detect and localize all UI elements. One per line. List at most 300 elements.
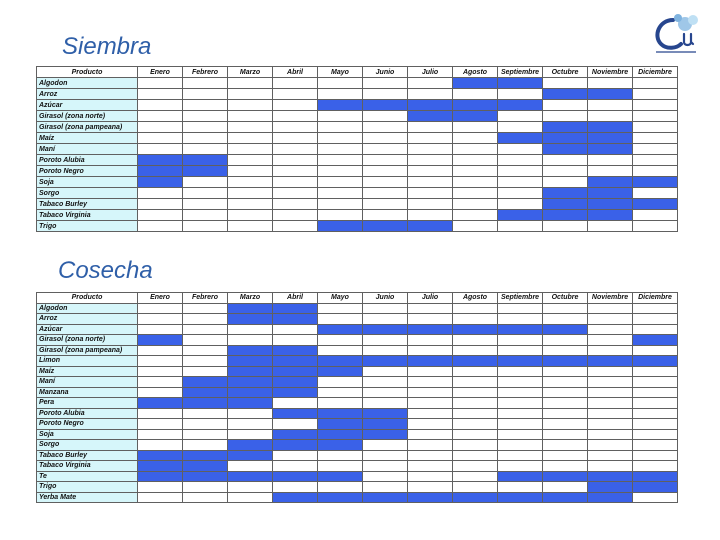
table-row (37, 429, 678, 440)
header-month: Enero (138, 67, 183, 78)
month-cell (453, 221, 498, 232)
month-cell-active (588, 492, 633, 503)
month-cell (318, 303, 363, 314)
month-cell (588, 166, 633, 177)
month-cell-active (363, 429, 408, 440)
month-cell (453, 377, 498, 388)
month-cell (273, 177, 318, 188)
month-cell (543, 429, 588, 440)
month-cell (453, 461, 498, 472)
month-cell (183, 303, 228, 314)
month-cell (228, 177, 273, 188)
month-cell-active (138, 166, 183, 177)
month-cell (363, 303, 408, 314)
product-name: Girasol (zona norte) (37, 111, 138, 122)
month-cell-active (543, 133, 588, 144)
month-cell (138, 303, 183, 314)
month-cell-active (588, 471, 633, 482)
month-cell (543, 398, 588, 409)
month-cell (453, 471, 498, 482)
month-cell (138, 408, 183, 419)
table-row (37, 100, 678, 111)
month-cell (318, 177, 363, 188)
month-cell (408, 471, 453, 482)
month-cell (273, 221, 318, 232)
month-cell-active (228, 303, 273, 314)
product-name: Maíz (37, 133, 138, 144)
month-cell-active (453, 100, 498, 111)
month-cell (138, 89, 183, 100)
table-row (37, 155, 678, 166)
product-name: Sorgo (37, 440, 138, 451)
month-cell (498, 398, 543, 409)
month-cell (408, 177, 453, 188)
month-cell (318, 482, 363, 493)
month-cell (588, 461, 633, 472)
header-month: Septiembre (498, 67, 543, 78)
month-cell (633, 78, 678, 89)
month-cell (453, 387, 498, 398)
month-cell-active (408, 221, 453, 232)
month-cell (633, 188, 678, 199)
month-cell (633, 166, 678, 177)
month-cell-active (588, 356, 633, 367)
month-cell-active (543, 492, 588, 503)
month-cell (183, 482, 228, 493)
month-cell-active (273, 314, 318, 325)
month-cell (318, 335, 363, 346)
month-cell (138, 188, 183, 199)
month-cell (408, 144, 453, 155)
cosecha-title: Cosecha (58, 257, 153, 284)
month-cell-active (498, 210, 543, 221)
month-cell (588, 408, 633, 419)
month-cell (408, 461, 453, 472)
month-cell (138, 366, 183, 377)
month-cell (318, 450, 363, 461)
header-month: Junio (363, 293, 408, 304)
month-cell-active (228, 471, 273, 482)
month-cell (318, 111, 363, 122)
month-cell-active (588, 122, 633, 133)
product-name: Maní (37, 144, 138, 155)
month-cell-active (363, 324, 408, 335)
month-cell (588, 221, 633, 232)
month-cell (633, 122, 678, 133)
month-cell (543, 387, 588, 398)
month-cell-active (318, 429, 363, 440)
month-cell-active (183, 377, 228, 388)
month-cell-active (228, 366, 273, 377)
month-cell (363, 398, 408, 409)
month-cell-active (408, 492, 453, 503)
month-cell (228, 166, 273, 177)
month-cell (273, 100, 318, 111)
header-month: Agosto (453, 67, 498, 78)
month-cell (183, 78, 228, 89)
month-cell (498, 144, 543, 155)
header-month: Diciembre (633, 67, 678, 78)
month-cell (318, 210, 363, 221)
table-row (37, 471, 678, 482)
month-cell (543, 482, 588, 493)
month-cell-active (453, 78, 498, 89)
month-cell (228, 210, 273, 221)
month-cell-active (138, 177, 183, 188)
month-cell (588, 324, 633, 335)
month-cell (363, 166, 408, 177)
month-cell-active (228, 440, 273, 451)
month-cell (138, 221, 183, 232)
month-cell (633, 419, 678, 430)
month-cell (273, 155, 318, 166)
month-cell (273, 210, 318, 221)
month-cell (183, 177, 228, 188)
month-cell (543, 303, 588, 314)
month-cell (363, 450, 408, 461)
month-cell (498, 387, 543, 398)
month-cell (183, 111, 228, 122)
month-cell (273, 89, 318, 100)
header-month: Enero (138, 293, 183, 304)
month-cell (543, 314, 588, 325)
product-name: Poroto Negro (37, 166, 138, 177)
product-name: Tabaco Burley (37, 450, 138, 461)
month-cell (498, 450, 543, 461)
month-cell (408, 314, 453, 325)
month-cell-active (408, 356, 453, 367)
month-cell (363, 210, 408, 221)
month-cell (633, 144, 678, 155)
month-cell (408, 166, 453, 177)
month-cell (183, 408, 228, 419)
table-row (37, 111, 678, 122)
month-cell (453, 199, 498, 210)
month-cell (408, 78, 453, 89)
month-cell (183, 144, 228, 155)
month-cell-active (138, 155, 183, 166)
month-cell-active (588, 177, 633, 188)
month-cell (543, 221, 588, 232)
month-cell (138, 419, 183, 430)
month-cell (408, 387, 453, 398)
table-row (37, 377, 678, 388)
month-cell (273, 133, 318, 144)
month-cell-active (138, 461, 183, 472)
month-cell (183, 89, 228, 100)
month-cell (228, 324, 273, 335)
month-cell (273, 398, 318, 409)
month-cell-active (228, 314, 273, 325)
month-cell (183, 133, 228, 144)
header-month: Noviembre (588, 293, 633, 304)
month-cell (498, 89, 543, 100)
month-cell-active (543, 324, 588, 335)
month-cell-active (273, 387, 318, 398)
header-month: Marzo (228, 293, 273, 304)
product-name: Azúcar (37, 100, 138, 111)
month-cell (453, 133, 498, 144)
table-row (37, 210, 678, 221)
month-cell (363, 314, 408, 325)
month-cell-active (633, 177, 678, 188)
month-cell (408, 122, 453, 133)
month-cell (318, 387, 363, 398)
month-cell-active (183, 450, 228, 461)
product-name: Soja (37, 177, 138, 188)
month-cell (633, 324, 678, 335)
month-cell (363, 177, 408, 188)
table-row (37, 314, 678, 325)
month-cell-active (138, 335, 183, 346)
month-cell (408, 429, 453, 440)
month-cell (138, 133, 183, 144)
month-cell (453, 166, 498, 177)
month-cell (633, 111, 678, 122)
month-cell-active (228, 377, 273, 388)
month-cell-active (273, 408, 318, 419)
month-cell (588, 78, 633, 89)
month-cell (408, 450, 453, 461)
month-cell (273, 166, 318, 177)
month-cell (498, 461, 543, 472)
month-cell-active (588, 210, 633, 221)
month-cell-active (543, 471, 588, 482)
product-name: Tabaco Burley (37, 199, 138, 210)
month-cell (498, 155, 543, 166)
month-cell (363, 144, 408, 155)
month-cell (588, 440, 633, 451)
month-cell-active (453, 492, 498, 503)
header-month: Abril (273, 67, 318, 78)
month-cell (363, 89, 408, 100)
month-cell (408, 408, 453, 419)
month-cell (318, 345, 363, 356)
month-cell (588, 100, 633, 111)
product-name: Manzana (37, 387, 138, 398)
month-cell-active (228, 450, 273, 461)
month-cell-active (138, 398, 183, 409)
product-name: Tabaco Virginia (37, 210, 138, 221)
month-cell (318, 188, 363, 199)
month-cell (408, 303, 453, 314)
product-name: Maíz (37, 366, 138, 377)
month-cell (498, 335, 543, 346)
month-cell-active (633, 482, 678, 493)
month-cell (633, 408, 678, 419)
month-cell (498, 221, 543, 232)
month-cell (363, 188, 408, 199)
month-cell (183, 345, 228, 356)
table-row (37, 356, 678, 367)
month-cell-active (318, 408, 363, 419)
product-name: Algodon (37, 303, 138, 314)
month-cell (363, 155, 408, 166)
month-cell (633, 398, 678, 409)
month-cell (498, 188, 543, 199)
month-cell-active (633, 356, 678, 367)
month-cell (138, 440, 183, 451)
product-name: Poroto Alubia (37, 408, 138, 419)
product-name: Yerba Mate (37, 492, 138, 503)
product-name: Maní (37, 377, 138, 388)
month-cell (453, 419, 498, 430)
month-cell (363, 387, 408, 398)
month-cell (318, 78, 363, 89)
month-cell-active (273, 345, 318, 356)
header-month: Agosto (453, 293, 498, 304)
table-row (37, 78, 678, 89)
header-month: Octubre (543, 67, 588, 78)
header-month: Diciembre (633, 293, 678, 304)
month-cell (318, 155, 363, 166)
header-month: Mayo (318, 293, 363, 304)
product-name: Arroz (37, 314, 138, 325)
month-cell (453, 89, 498, 100)
month-cell (633, 429, 678, 440)
product-name: Poroto Negro (37, 419, 138, 430)
month-cell (228, 89, 273, 100)
month-cell (633, 377, 678, 388)
month-cell-active (588, 482, 633, 493)
month-cell-active (363, 419, 408, 430)
month-cell-active (498, 492, 543, 503)
month-cell (498, 345, 543, 356)
month-cell (363, 335, 408, 346)
month-cell (318, 122, 363, 133)
cu-logo-icon (651, 12, 701, 56)
month-cell (588, 419, 633, 430)
month-cell (453, 408, 498, 419)
month-cell (453, 122, 498, 133)
month-cell (273, 419, 318, 430)
product-name: Poroto Alubia (37, 155, 138, 166)
month-cell (273, 78, 318, 89)
month-cell (273, 122, 318, 133)
month-cell (633, 314, 678, 325)
month-cell (363, 345, 408, 356)
table-row (37, 133, 678, 144)
header-month: Febrero (183, 293, 228, 304)
month-cell (543, 366, 588, 377)
table-row (37, 408, 678, 419)
month-cell (363, 366, 408, 377)
header-month: Noviembre (588, 67, 633, 78)
month-cell (273, 461, 318, 472)
month-cell (363, 471, 408, 482)
month-cell (138, 377, 183, 388)
month-cell (453, 144, 498, 155)
header-producto: Producto (37, 293, 138, 304)
month-cell (228, 335, 273, 346)
month-cell-active (408, 324, 453, 335)
table-row (37, 345, 678, 356)
table-row (37, 144, 678, 155)
month-cell (408, 199, 453, 210)
month-cell-active (588, 199, 633, 210)
month-cell (408, 482, 453, 493)
header-month: Marzo (228, 67, 273, 78)
month-cell (543, 419, 588, 430)
month-cell-active (453, 111, 498, 122)
month-cell-active (633, 199, 678, 210)
month-cell-active (363, 100, 408, 111)
month-cell-active (408, 111, 453, 122)
month-cell (498, 429, 543, 440)
month-cell (228, 100, 273, 111)
month-cell (318, 89, 363, 100)
table-row (37, 324, 678, 335)
month-cell (588, 377, 633, 388)
month-cell (183, 492, 228, 503)
table-row (37, 482, 678, 493)
month-cell (633, 100, 678, 111)
month-cell-active (543, 199, 588, 210)
month-cell (408, 377, 453, 388)
month-cell-active (273, 303, 318, 314)
product-name: Sorgo (37, 188, 138, 199)
month-cell-active (588, 133, 633, 144)
header-producto: Producto (37, 67, 138, 78)
month-cell (498, 122, 543, 133)
month-cell (318, 314, 363, 325)
month-cell-active (498, 133, 543, 144)
month-cell (408, 155, 453, 166)
month-cell-active (543, 210, 588, 221)
month-cell (543, 111, 588, 122)
month-cell (498, 440, 543, 451)
table-row (37, 419, 678, 430)
product-name: Soja (37, 429, 138, 440)
month-cell (633, 303, 678, 314)
product-name: Tabaco Virginia (37, 461, 138, 472)
month-cell (273, 450, 318, 461)
month-cell-active (588, 188, 633, 199)
month-cell-active (408, 100, 453, 111)
month-cell (228, 429, 273, 440)
month-cell-active (228, 398, 273, 409)
month-cell (273, 188, 318, 199)
month-cell (453, 398, 498, 409)
month-cell (498, 303, 543, 314)
month-cell-active (498, 356, 543, 367)
month-cell (453, 366, 498, 377)
product-name: Limon (37, 356, 138, 367)
month-cell (363, 377, 408, 388)
month-cell-active (498, 471, 543, 482)
month-cell (138, 144, 183, 155)
month-cell-active (228, 387, 273, 398)
product-name: Te (37, 471, 138, 482)
siembra-header-row (37, 67, 678, 78)
month-cell (408, 210, 453, 221)
month-cell (633, 89, 678, 100)
month-cell (228, 408, 273, 419)
product-name: Trigo (37, 221, 138, 232)
table-row (37, 221, 678, 232)
month-cell (183, 335, 228, 346)
month-cell-active (318, 356, 363, 367)
month-cell (543, 450, 588, 461)
month-cell (588, 366, 633, 377)
month-cell (363, 78, 408, 89)
month-cell (363, 199, 408, 210)
month-cell (138, 429, 183, 440)
month-cell (408, 89, 453, 100)
month-cell (453, 429, 498, 440)
month-cell (183, 429, 228, 440)
month-cell (273, 335, 318, 346)
